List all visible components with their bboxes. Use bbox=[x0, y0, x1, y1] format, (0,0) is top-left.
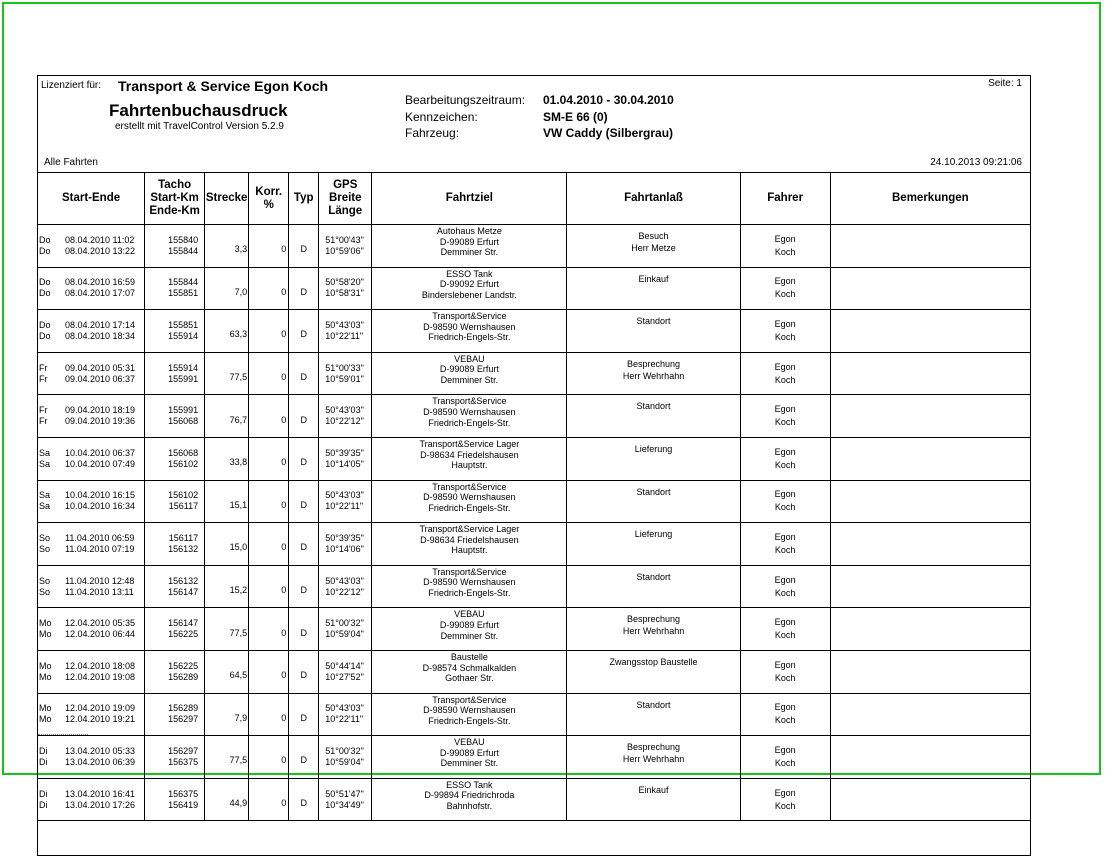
cell-strecke: 76,7 bbox=[205, 395, 249, 438]
cell-bemerkungen bbox=[830, 437, 1030, 480]
cell-fahrer: Egon Koch bbox=[740, 778, 830, 821]
cell-tacho: 156132 156147 bbox=[145, 565, 205, 608]
col-fahrer: Fahrer bbox=[740, 173, 830, 225]
cell-korr: 0 bbox=[249, 480, 289, 523]
cell-strecke: 44,9 bbox=[205, 778, 249, 821]
cell-fahrer: Egon Koch bbox=[740, 480, 830, 523]
cell-start-ende: Di 13.04.2010 05:33 Di 13.04.2010 06:39 bbox=[38, 736, 145, 779]
cell-korr: 0 bbox=[249, 225, 289, 268]
cell-tacho: 155991 156068 bbox=[145, 395, 205, 438]
cell-bemerkungen bbox=[830, 352, 1030, 395]
cell-fahrtziel: Baustelle D-98574 Schmalkalden Gothaer Str. bbox=[372, 650, 567, 693]
cell-fahrtanlass: Standort bbox=[567, 480, 740, 523]
col-bemerkungen: Bemerkungen bbox=[830, 173, 1030, 225]
cell-strecke: 15,1 bbox=[205, 480, 249, 523]
cell-strecke: 7,0 bbox=[205, 267, 249, 310]
table-row bbox=[38, 565, 1031, 608]
period-value: 01.04.2010 - 30.04.2010 bbox=[543, 93, 674, 107]
cell-fahrtanlass: Standort bbox=[567, 693, 740, 736]
cell-fahrtziel: Transport&Service D-98590 Wernshausen Friedrich-Engels-Str. bbox=[372, 395, 567, 438]
cell-strecke: 63,3 bbox=[205, 310, 249, 353]
cell-fahrtanlass: Besuch Herr Metze bbox=[567, 225, 740, 268]
cell-fahrer: Egon Koch bbox=[740, 310, 830, 353]
cell-typ: D bbox=[289, 565, 319, 608]
table-row bbox=[38, 778, 1031, 821]
cell-typ: D bbox=[289, 310, 319, 353]
cell-fahrtziel: ESSO Tank D-99092 Erfurt Binderslebener Landstr. bbox=[372, 267, 567, 310]
cell-fahrer: Egon Koch bbox=[740, 608, 830, 651]
vehicle-label: Fahrzeug: bbox=[405, 126, 460, 140]
cell-typ: D bbox=[289, 736, 319, 779]
license-label: Lizenziert für: bbox=[41, 80, 102, 91]
cell-typ: D bbox=[289, 778, 319, 821]
cell-fahrtanlass: Lieferung bbox=[567, 523, 740, 566]
table-row bbox=[38, 650, 1031, 693]
cell-bemerkungen bbox=[830, 395, 1030, 438]
cell-korr: 0 bbox=[249, 310, 289, 353]
cell-start-ende: So 11.04.2010 12:48 So 11.04.2010 13:11 bbox=[38, 565, 145, 608]
cell-bemerkungen bbox=[830, 693, 1030, 736]
col-strecke: Strecke bbox=[205, 173, 249, 225]
cell-typ: D bbox=[289, 267, 319, 310]
table-empty-row bbox=[38, 821, 1031, 856]
cell-fahrtziel: VEBAU D-99089 Erfurt Demminer Str. bbox=[372, 352, 567, 395]
cell-bemerkungen bbox=[830, 225, 1030, 268]
cell-tacho: 156102 156117 bbox=[145, 480, 205, 523]
cell-fahrtanlass: Besprechung Herr Wehrhahn bbox=[567, 352, 740, 395]
col-typ: Typ bbox=[289, 173, 319, 225]
cell-typ: D bbox=[289, 395, 319, 438]
cell-gps: 51°00'43" 10°59'06" bbox=[319, 225, 372, 268]
cell-strecke: 3,3 bbox=[205, 225, 249, 268]
cell-bemerkungen bbox=[830, 778, 1030, 821]
filter-label: Alle Fahrten bbox=[44, 157, 98, 168]
cell-korr: 0 bbox=[249, 650, 289, 693]
cell-gps: 50°39'35" 10°14'05" bbox=[319, 437, 372, 480]
cell-fahrer: Egon Koch bbox=[740, 693, 830, 736]
cell-tacho: 155914 155991 bbox=[145, 352, 205, 395]
cell-fahrer: Egon Koch bbox=[740, 437, 830, 480]
cell-gps: 50°43'03" 10°22'11" bbox=[319, 310, 372, 353]
cell-korr: 0 bbox=[249, 395, 289, 438]
print-date: 24.10.2013 09:21:06 bbox=[930, 157, 1022, 168]
cell-gps: 50°43'03" 10°22'12" bbox=[319, 565, 372, 608]
cell-strecke: 15,0 bbox=[205, 523, 249, 566]
empty-cell bbox=[38, 821, 1031, 856]
cell-fahrtanlass: Besprechung Herr Wehrhahn bbox=[567, 608, 740, 651]
cell-strecke: 7,9 bbox=[205, 693, 249, 736]
footer-dotted-line bbox=[38, 734, 88, 735]
cell-fahrtanlass: Standort bbox=[567, 395, 740, 438]
col-gps: GPS Breite Länge bbox=[319, 173, 372, 225]
table-row bbox=[38, 693, 1031, 736]
cell-fahrer: Egon Koch bbox=[740, 395, 830, 438]
trip-table bbox=[37, 172, 1031, 856]
cell-fahrtziel: ESSO Tank D-99894 Friedrichroda Bahnhofstr. bbox=[372, 778, 567, 821]
cell-fahrtziel: Transport&Service D-98590 Wernshausen Friedrich-Engels-Str. bbox=[372, 565, 567, 608]
cell-fahrtanlass: Zwangsstop Baustelle bbox=[567, 650, 740, 693]
table-row bbox=[38, 608, 1031, 651]
cell-strecke: 33,8 bbox=[205, 437, 249, 480]
cell-bemerkungen bbox=[830, 267, 1030, 310]
cell-korr: 0 bbox=[249, 608, 289, 651]
cell-start-ende: Do 08.04.2010 17:14 Do 08.04.2010 18:34 bbox=[38, 310, 145, 353]
cell-bemerkungen bbox=[830, 565, 1030, 608]
cell-fahrer: Egon Koch bbox=[740, 736, 830, 779]
cell-tacho: 156289 156297 bbox=[145, 693, 205, 736]
cell-start-ende: Di 13.04.2010 16:41 Di 13.04.2010 17:26 bbox=[38, 778, 145, 821]
period-label: Bearbeitungszeitraum: bbox=[405, 93, 526, 107]
cell-start-ende: Do 08.04.2010 16:59 Do 08.04.2010 17:07 bbox=[38, 267, 145, 310]
cell-tacho: 155840 155844 bbox=[145, 225, 205, 268]
cell-strecke: 77,5 bbox=[205, 352, 249, 395]
cell-tacho: 156147 156225 bbox=[145, 608, 205, 651]
cell-tacho: 156068 156102 bbox=[145, 437, 205, 480]
cell-tacho: 155844 155851 bbox=[145, 267, 205, 310]
cell-fahrtziel: Transport&Service D-98590 Wernshausen Friedrich-Engels-Str. bbox=[372, 310, 567, 353]
cell-fahrtziel: VEBAU D-99089 Erfurt Demminer Str. bbox=[372, 736, 567, 779]
cell-korr: 0 bbox=[249, 267, 289, 310]
cell-strecke: 64,5 bbox=[205, 650, 249, 693]
cell-korr: 0 bbox=[249, 352, 289, 395]
col-fahrtanlass: Fahrtanlaß bbox=[567, 173, 740, 225]
cell-gps: 50°44'14" 10°27'52" bbox=[319, 650, 372, 693]
cell-bemerkungen bbox=[830, 480, 1030, 523]
report-page bbox=[37, 75, 1031, 811]
report-title: Fahrtenbuchausdruck bbox=[109, 101, 288, 120]
cell-fahrer: Egon Koch bbox=[740, 650, 830, 693]
cell-start-ende: Mo 12.04.2010 05:35 Mo 12.04.2010 06:44 bbox=[38, 608, 145, 651]
cell-strecke: 77,5 bbox=[205, 736, 249, 779]
cell-fahrtanlass: Einkauf bbox=[567, 778, 740, 821]
table-row bbox=[38, 437, 1031, 480]
cell-tacho: 156297 156375 bbox=[145, 736, 205, 779]
cell-fahrtanlass: Standort bbox=[567, 310, 740, 353]
cell-typ: D bbox=[289, 437, 319, 480]
cell-korr: 0 bbox=[249, 778, 289, 821]
table-row bbox=[38, 523, 1031, 566]
table-row bbox=[38, 310, 1031, 353]
table-row bbox=[38, 395, 1031, 438]
cell-fahrtanlass: Standort bbox=[567, 565, 740, 608]
cell-fahrtziel: VEBAU D-99089 Erfurt Demminer Str. bbox=[372, 608, 567, 651]
cell-tacho: 156225 156289 bbox=[145, 650, 205, 693]
cell-typ: D bbox=[289, 693, 319, 736]
cell-gps: 51°00'33" 10°59'01" bbox=[319, 352, 372, 395]
table-row bbox=[38, 352, 1031, 395]
cell-gps: 50°58'20" 10°58'31" bbox=[319, 267, 372, 310]
table-row bbox=[38, 736, 1031, 779]
col-start-ende: Start-Ende bbox=[38, 173, 145, 225]
cell-fahrtanlass: Lieferung bbox=[567, 437, 740, 480]
report-subtitle: erstellt mit TravelControl Version 5.2.9 bbox=[115, 121, 284, 132]
cell-bemerkungen bbox=[830, 523, 1030, 566]
cell-start-ende: Mo 12.04.2010 18:08 Mo 12.04.2010 19:08 bbox=[38, 650, 145, 693]
table-row bbox=[38, 480, 1031, 523]
cell-start-ende: Fr 09.04.2010 18:19 Fr 09.04.2010 19:36 bbox=[38, 395, 145, 438]
cell-gps: 50°43'03" 10°22'12" bbox=[319, 395, 372, 438]
cell-korr: 0 bbox=[249, 736, 289, 779]
cell-gps: 50°43'03" 10°22'11" bbox=[319, 480, 372, 523]
cell-tacho: 155851 155914 bbox=[145, 310, 205, 353]
cell-bemerkungen bbox=[830, 736, 1030, 779]
cell-gps: 50°39'35" 10°14'06" bbox=[319, 523, 372, 566]
cell-fahrer: Egon Koch bbox=[740, 565, 830, 608]
cell-start-ende: Sa 10.04.2010 06:37 Sa 10.04.2010 07:49 bbox=[38, 437, 145, 480]
col-tacho: Tacho Start-Km Ende-Km bbox=[145, 173, 205, 225]
cell-start-ende: Mo 12.04.2010 19:09 Mo 12.04.2010 19:21 bbox=[38, 693, 145, 736]
cell-typ: D bbox=[289, 352, 319, 395]
cell-korr: 0 bbox=[249, 523, 289, 566]
cell-korr: 0 bbox=[249, 693, 289, 736]
cell-typ: D bbox=[289, 225, 319, 268]
cell-fahrtziel: Transport&Service D-98590 Wernshausen Friedrich-Engels-Str. bbox=[372, 693, 567, 736]
plate-label: Kennzeichen: bbox=[405, 110, 478, 124]
cell-strecke: 77,5 bbox=[205, 608, 249, 651]
cell-typ: D bbox=[289, 608, 319, 651]
trip-rows bbox=[38, 225, 1031, 856]
col-korr: Korr. % bbox=[249, 173, 289, 225]
license-name: Transport & Service Egon Koch bbox=[118, 78, 329, 94]
cell-gps: 51°00'32" 10°59'04" bbox=[319, 608, 372, 651]
cell-fahrtziel: Autohaus Metze D-99089 Erfurt Demminer Str. bbox=[372, 225, 567, 268]
cell-typ: D bbox=[289, 523, 319, 566]
cell-fahrer: Egon Koch bbox=[740, 352, 830, 395]
cell-tacho: 156375 156419 bbox=[145, 778, 205, 821]
page-number: Seite: 1 bbox=[988, 78, 1022, 89]
plate-value: SM-E 66 (0) bbox=[543, 110, 608, 124]
cell-fahrtanlass: Besprechung Herr Wehrhahn bbox=[567, 736, 740, 779]
cell-fahrtziel: Transport&Service Lager D-98634 Friedelshausen Hauptstr. bbox=[372, 523, 567, 566]
cell-typ: D bbox=[289, 480, 319, 523]
cell-fahrtziel: Transport&Service D-98590 Wernshausen Friedrich-Engels-Str. bbox=[372, 480, 567, 523]
table-row bbox=[38, 267, 1031, 310]
cell-tacho: 156117 156132 bbox=[145, 523, 205, 566]
cell-start-ende: Sa 10.04.2010 16:15 Sa 10.04.2010 16:34 bbox=[38, 480, 145, 523]
table-row bbox=[38, 225, 1031, 268]
cell-gps: 51°00'32" 10°59'04" bbox=[319, 736, 372, 779]
cell-bemerkungen bbox=[830, 608, 1030, 651]
cell-start-ende: So 11.04.2010 06:59 So 11.04.2010 07:19 bbox=[38, 523, 145, 566]
cell-fahrtziel: Transport&Service Lager D-98634 Friedelshausen Hauptstr. bbox=[372, 437, 567, 480]
cell-start-ende: Do 08.04.2010 11:02 Do 08.04.2010 13:22 bbox=[38, 225, 145, 268]
cell-fahrer: Egon Koch bbox=[740, 225, 830, 268]
cell-start-ende: Fr 09.04.2010 05:31 Fr 09.04.2010 06:37 bbox=[38, 352, 145, 395]
cell-strecke: 15,2 bbox=[205, 565, 249, 608]
cell-korr: 0 bbox=[249, 565, 289, 608]
cell-typ: D bbox=[289, 650, 319, 693]
table-header-row bbox=[38, 173, 1031, 225]
cell-fahrer: Egon Koch bbox=[740, 523, 830, 566]
cell-korr: 0 bbox=[249, 437, 289, 480]
col-fahrtziel: Fahrtziel bbox=[372, 173, 567, 225]
cell-gps: 50°43'03" 10°22'11" bbox=[319, 693, 372, 736]
cell-gps: 50°51'47" 10°34'49" bbox=[319, 778, 372, 821]
vehicle-value: VW Caddy (Silbergrau) bbox=[543, 126, 674, 140]
cell-bemerkungen bbox=[830, 310, 1030, 353]
cell-bemerkungen bbox=[830, 650, 1030, 693]
cell-fahrtanlass: Einkauf bbox=[567, 267, 740, 310]
cell-fahrer: Egon Koch bbox=[740, 267, 830, 310]
